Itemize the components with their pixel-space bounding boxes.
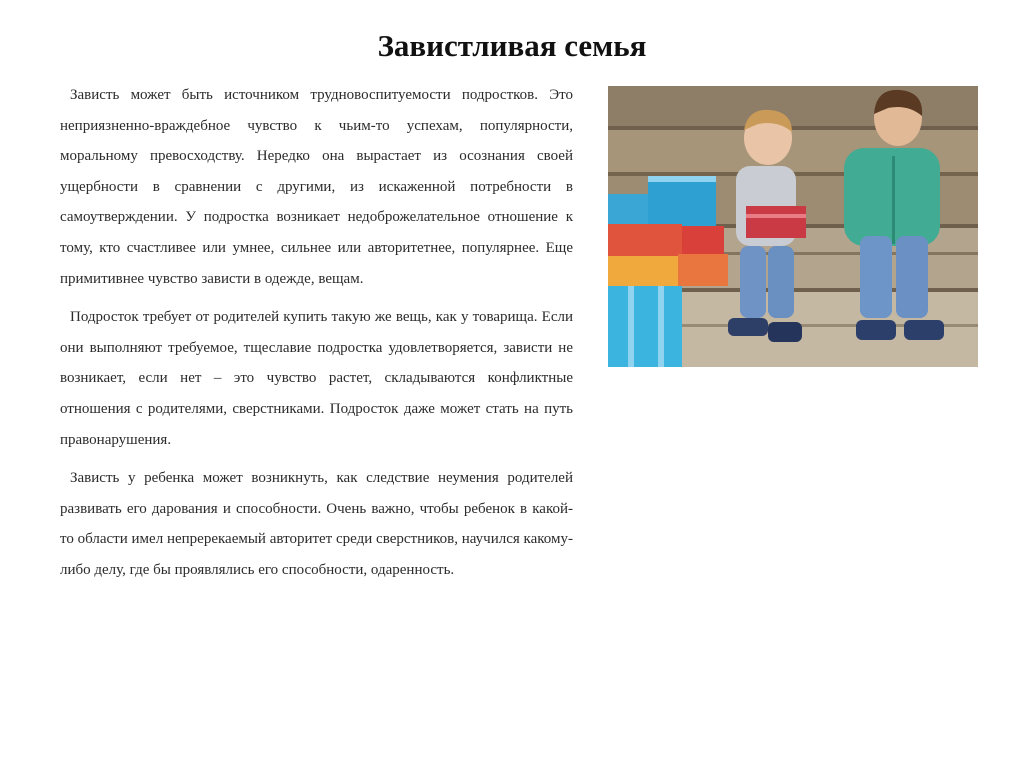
- paragraph-2: Подросток требует от родителей купить такую же вещь, как у товарища. Если они выполняют требуемое, тщеславие подростка удовлетворяется, зависти не возникает, если нет – это чувство растет, складываются конфликтные отношения с родителями, сверстниками. Подросток даже может стать на путь правонарушения.: [60, 309, 573, 448]
- page-title: Завистливая семья: [377, 28, 647, 63]
- paragraph-1: Зависть может быть источником трудновоспитуемости подростков. Это неприязненно-враждебное чувство к чьим-то успехам, популярности, моральному превосходству. Нередко она вырастает из осознания своей ущербности в сравнении с другими, из искаженной потребности в самоутверждении. У подростка возникает недоброжелательное отношение к тому, кто счастливее или умнее, сильнее или авторитетнее, популярнее. Еще примитивнее чувство зависти в одежде, вещам.: [60, 87, 573, 287]
- photo-two-boys-with-gifts: [608, 86, 978, 367]
- paragraph-3: Зависть у ребенка может возникнуть, как следствие неумения родителей развивать его дарования и способности. Очень важно, чтобы ребенок в какой-то области имел непререкаемый авторитет среди сверстников, научился какому-либо делу, где бы проявлялись его способности, одаренность.: [60, 470, 573, 578]
- article-body: [60, 80, 573, 586]
